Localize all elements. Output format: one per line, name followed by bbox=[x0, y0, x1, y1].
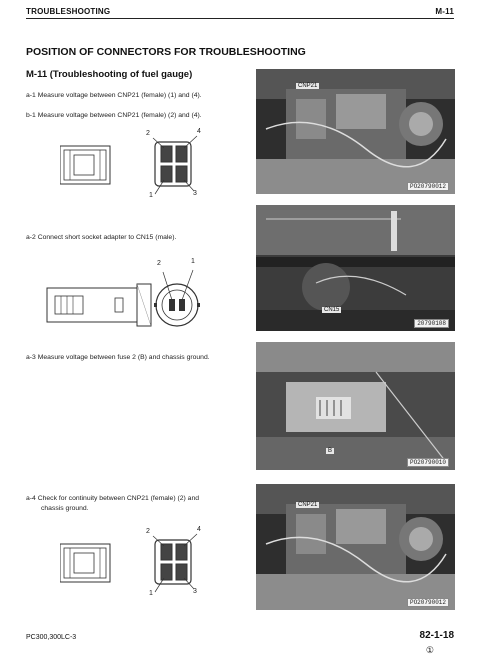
photo-cnp21-2 bbox=[256, 484, 455, 610]
pin-label-4: 4 bbox=[197, 526, 201, 533]
socket-adapter-drawing bbox=[45, 258, 215, 338]
step-b1: b-1 Measure voltage between CNP21 (female) (2) and (4). bbox=[26, 112, 202, 119]
photo-tag-fuse-b: B bbox=[328, 448, 333, 454]
photo-tag-cnp21: CNP21 bbox=[298, 83, 318, 89]
subsection-title: M-11 (Troubleshooting of fuel gauge) bbox=[26, 69, 193, 80]
photo-cn15 bbox=[256, 205, 455, 331]
pin-label-4: 4 bbox=[197, 128, 201, 135]
cn15-pin-label-1: 1 bbox=[191, 258, 195, 265]
photo-fuse-b bbox=[256, 342, 455, 470]
photo-code: 20790108 bbox=[414, 319, 449, 328]
step-a4-line2: chassis ground. bbox=[41, 505, 89, 512]
photo-cnp21-1 bbox=[256, 69, 455, 194]
connector-diagram-cnp21-1 bbox=[60, 128, 220, 203]
pin-label-1: 1 bbox=[149, 192, 153, 199]
pin-label-2: 2 bbox=[146, 130, 150, 137]
page-number: 82-1-18 bbox=[419, 630, 454, 641]
pin-label-3: 3 bbox=[193, 588, 197, 595]
photo-tag-cnp21: CNP21 bbox=[298, 502, 318, 508]
photo-cn15-location bbox=[256, 205, 455, 331]
photo-engine-harness bbox=[256, 484, 455, 610]
photo-code: PO20790010 bbox=[407, 458, 449, 467]
revision-mark: ① bbox=[425, 645, 434, 655]
step-a3: a-3 Measure voltage between fuse 2 (B) and chassis ground. bbox=[26, 354, 210, 361]
connector-diagram-cnp21-2 bbox=[60, 526, 220, 601]
header-right: M-11 bbox=[435, 7, 454, 16]
connector-diagram-cn15 bbox=[45, 258, 215, 338]
cn15-pin-label-2: 2 bbox=[157, 260, 161, 267]
photo-code: PO20790012 bbox=[407, 598, 449, 607]
photo-engine-harness bbox=[256, 69, 455, 194]
section-title: POSITION OF CONNECTORS FOR TROUBLESHOOTING bbox=[26, 46, 306, 58]
pin-label-2: 2 bbox=[146, 528, 150, 535]
pin-label-1: 1 bbox=[149, 590, 153, 597]
step-a2: a-2 Connect short socket adapter to CN15 (male). bbox=[26, 234, 177, 241]
footer-model: PC300,300LC-3 bbox=[26, 634, 77, 641]
step-a1: a-1 Measure voltage between CNP21 (female) (1) and (4). bbox=[26, 92, 202, 99]
header-rule bbox=[26, 18, 454, 19]
header-left: TROUBLESHOOTING bbox=[26, 7, 111, 16]
step-a4-line1: a-4 Check for continuity between CNP21 (female) (2) and bbox=[26, 495, 200, 502]
photo-tag-cn15: CN15 bbox=[324, 307, 340, 313]
pin-label-3: 3 bbox=[193, 190, 197, 197]
photo-code: PO20790012 bbox=[407, 182, 449, 191]
photo-fuse-box bbox=[256, 342, 455, 470]
